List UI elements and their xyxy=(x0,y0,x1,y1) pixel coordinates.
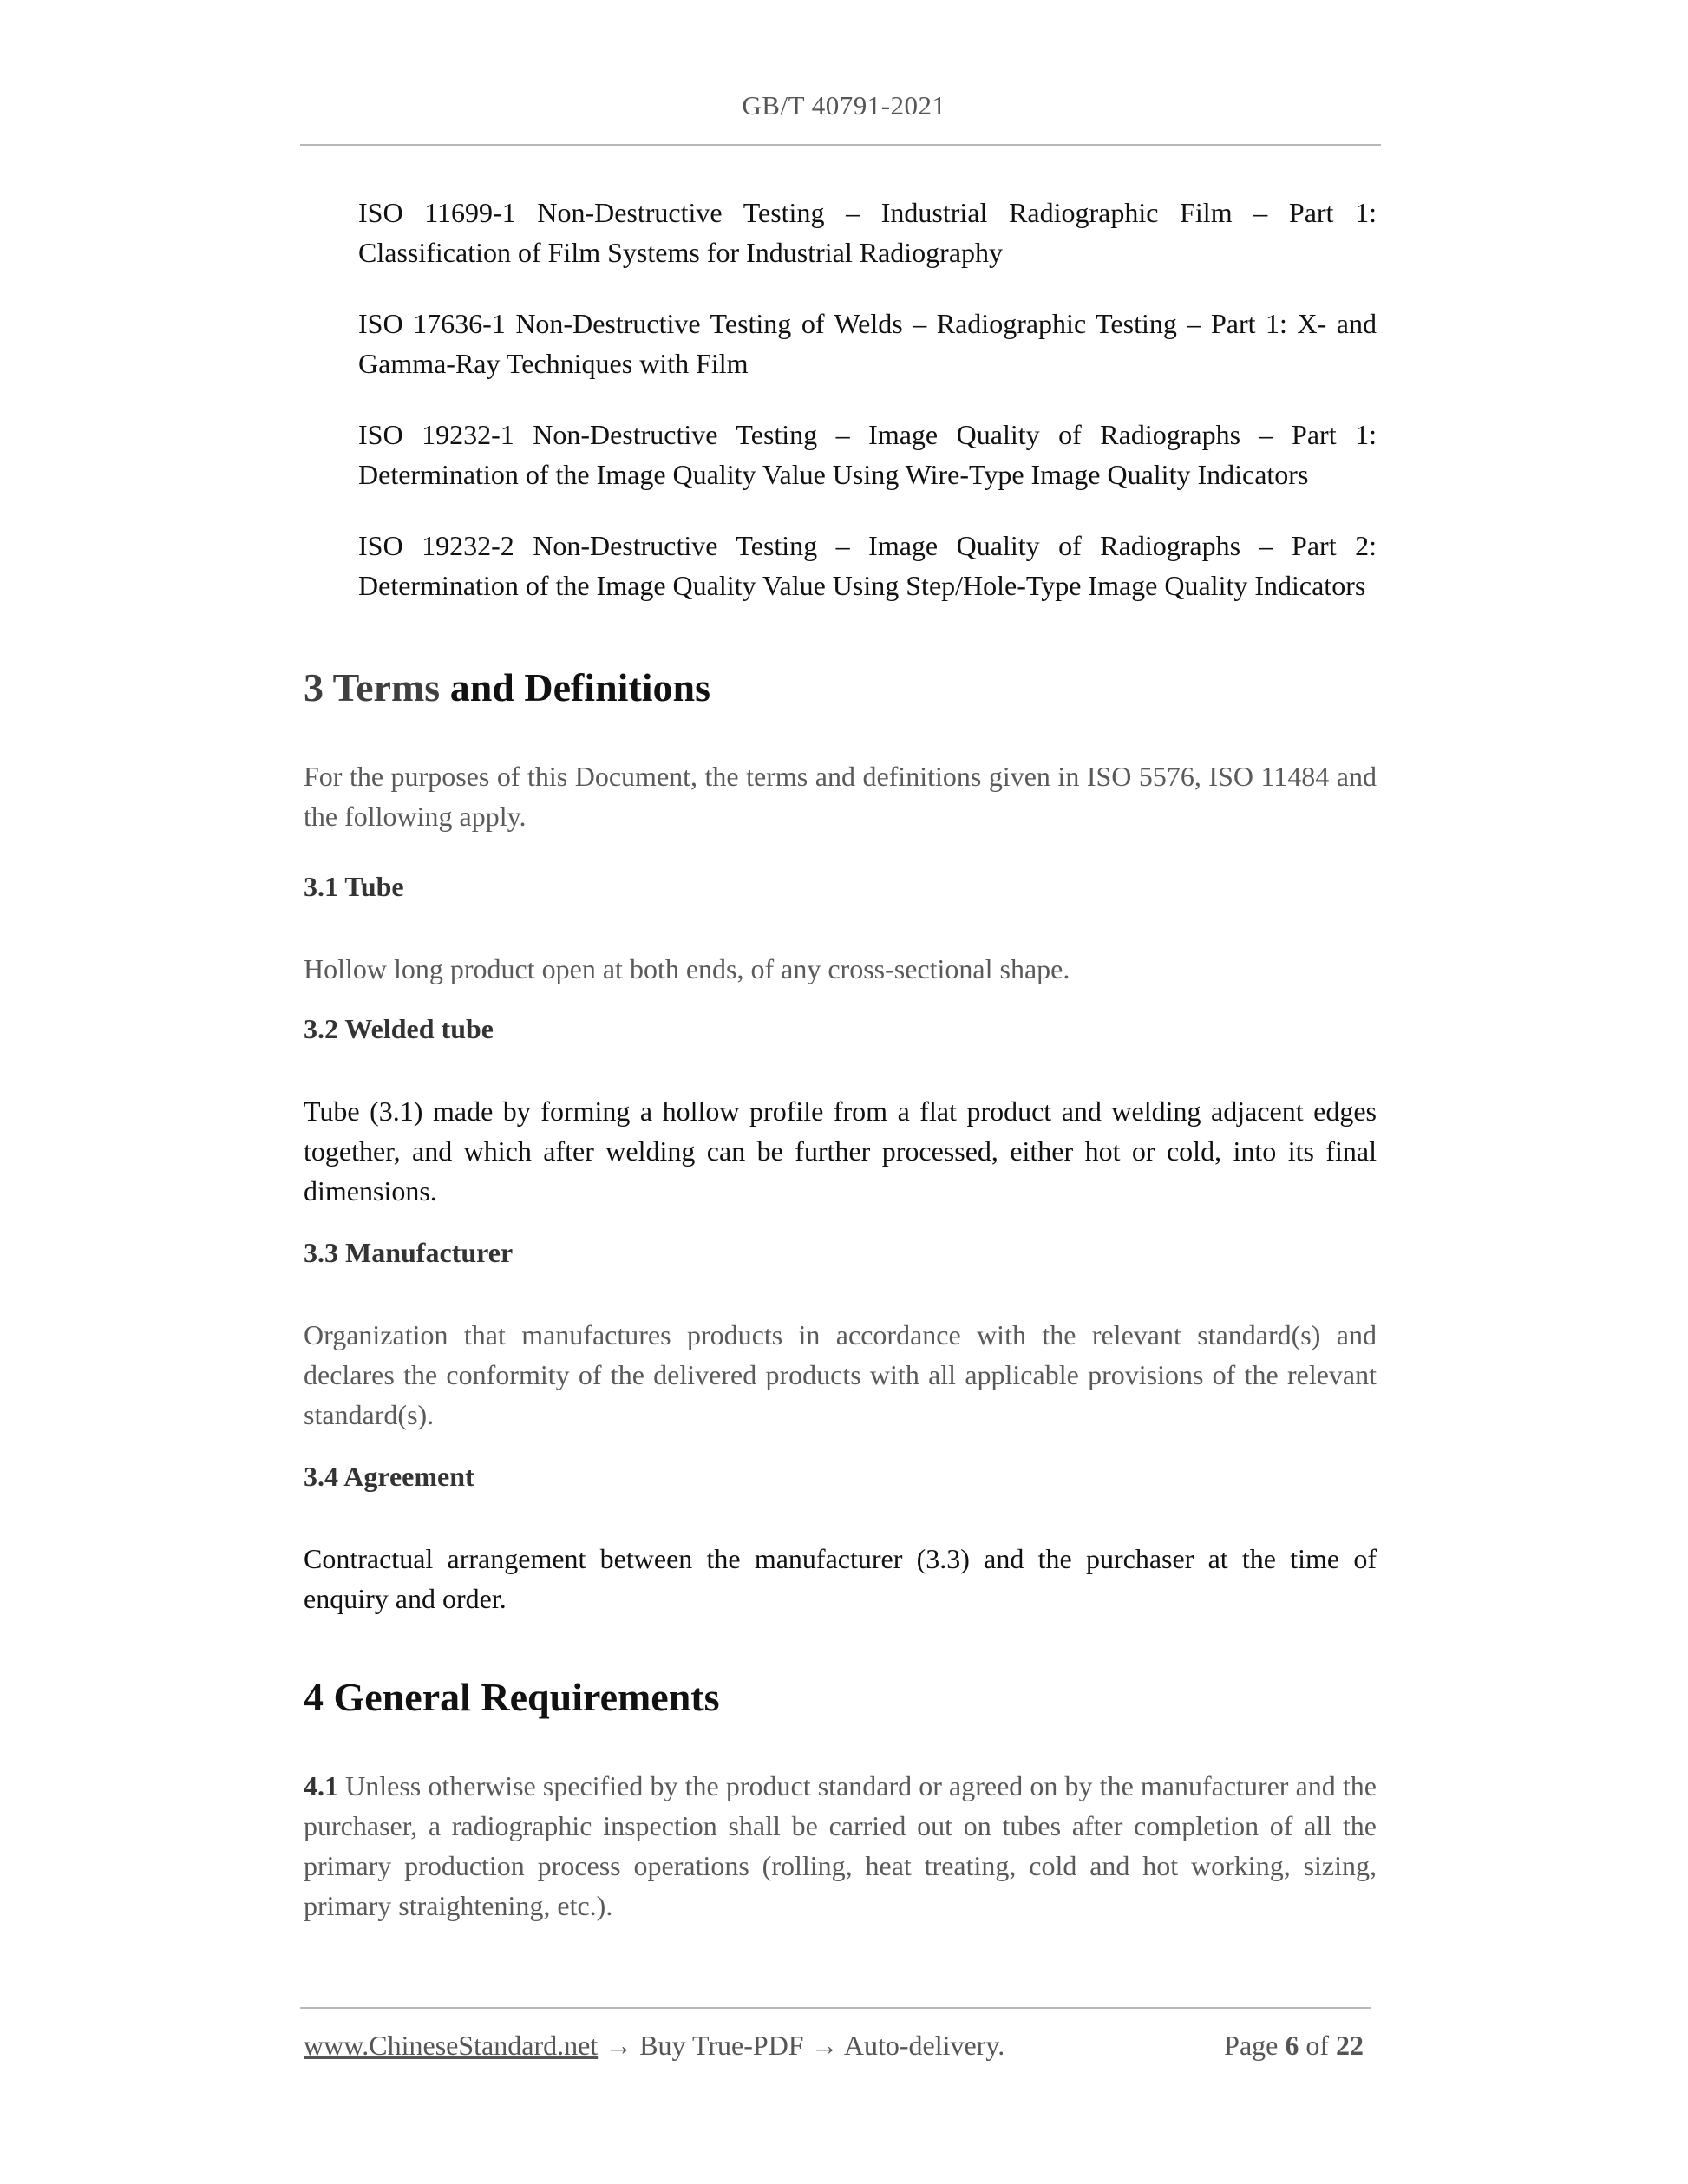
footer xyxy=(304,2030,1371,2062)
clause-4-1-text xyxy=(304,1766,1377,1926)
reference-item: ISO 17636-1 Non-Destructive Testing of Welds – Radiographic Testing – Part 1: X- and Gamma-Ray Techniques with Film xyxy=(358,308,1377,379)
term-3-1-definition-block xyxy=(304,949,1377,989)
term-3-3-definition: Organization that manufactures products in accordance with the relevant standard(s) and declares the conformity of the delivered products with all applicable provisions of the relevant standard(s). xyxy=(304,1319,1377,1430)
chinesestandard-link[interactable]: www.ChineseStandard.net xyxy=(304,2030,599,2061)
term-3-4-title: 3.4 Agreement xyxy=(304,1461,474,1492)
clause-4-1-number: 4.1 xyxy=(304,1770,338,1801)
reference-item: ISO 19232-2 Non-Destructive Testing – Image Quality of Radiographs – Part 2: Determination of the Image Quality Value Using Step/Hole-Type Image Quality Indicators xyxy=(358,530,1377,601)
page-label: Page xyxy=(1224,2030,1279,2061)
page-number: 6 xyxy=(1285,2030,1299,2061)
buy-true-pdf-text: Buy True-PDF xyxy=(639,2030,804,2061)
section-3-body xyxy=(304,756,1377,836)
term-3-3 xyxy=(304,1237,1377,1269)
section-3-heading-rest: and Definitions xyxy=(449,665,711,709)
footer-divider xyxy=(300,2007,1371,2009)
term-3-4 xyxy=(304,1461,1377,1493)
term-3-3-title: 3.3 Manufacturer xyxy=(304,1237,514,1268)
term-3-3-definition-block xyxy=(304,1315,1377,1435)
auto-delivery-text: Auto-delivery. xyxy=(843,2030,1005,2061)
term-3-4-definition: Contractual arrangement between the manufacturer (3.3) and the purchaser at the time of enquiry and order. xyxy=(304,1543,1377,1614)
term-3-1-definition: Hollow long product open at both ends, of any cross-sectional shape. xyxy=(304,953,1070,984)
clause-4-1 xyxy=(304,1766,1377,1926)
section-3-intro: For the purposes of this Document, the terms and definitions given in ISO 5576, ISO 11484 and the following apply. xyxy=(304,761,1377,832)
page-total: 22 xyxy=(1336,2030,1364,2061)
reference-item: ISO 11699-1 Non-Destructive Testing – Industrial Radiographic Film – Part 1: Classification of Film Systems for Industrial Radiography xyxy=(358,197,1377,268)
term-3-2-definition: Tube (3.1) made by forming a hollow profile from a flat product and welding adjacent edges together, and which after welding can be further processed, either hot or cold, into its final dimensions. xyxy=(304,1095,1377,1206)
section-3-heading xyxy=(304,664,710,710)
term-3-1 xyxy=(304,871,1377,903)
page-indicator xyxy=(1224,2030,1364,2062)
section-3-heading-number: 3 Terms xyxy=(304,665,441,709)
arrow-right-icon: → xyxy=(810,2030,839,2061)
term-3-1-title: 3.1 Tube xyxy=(304,871,404,902)
term-3-2-definition-block xyxy=(304,1091,1377,1211)
clause-4-1-body: Unless otherwise specified by the product standard or agreed on by the manufacturer and the purchaser, a radiographic inspection shall be carried out on tubes after completion of all the primary production process operations (rolling, heat treating, cold and hot working, sizing, primary straightening, etc.). xyxy=(304,1770,1377,1921)
header-divider xyxy=(300,144,1381,146)
header-standard-number: GB/T 40791-2021 xyxy=(742,90,946,121)
term-3-4-definition-block xyxy=(304,1539,1377,1618)
arrow-right-icon: → xyxy=(605,2030,633,2061)
term-3-2-title: 3.2 Welded tube xyxy=(304,1013,494,1044)
of-label: of xyxy=(1305,2030,1329,2061)
reference-item: ISO 19232-1 Non-Destructive Testing – Image Quality of Radiographs – Part 1: Determination of the Image Quality Value Using Wire-Type Image Quality Indicators xyxy=(358,419,1377,490)
normative-references-list xyxy=(358,193,1377,637)
term-3-2 xyxy=(304,1013,1377,1045)
section-4-heading: 4 General Requirements xyxy=(304,1675,720,1719)
